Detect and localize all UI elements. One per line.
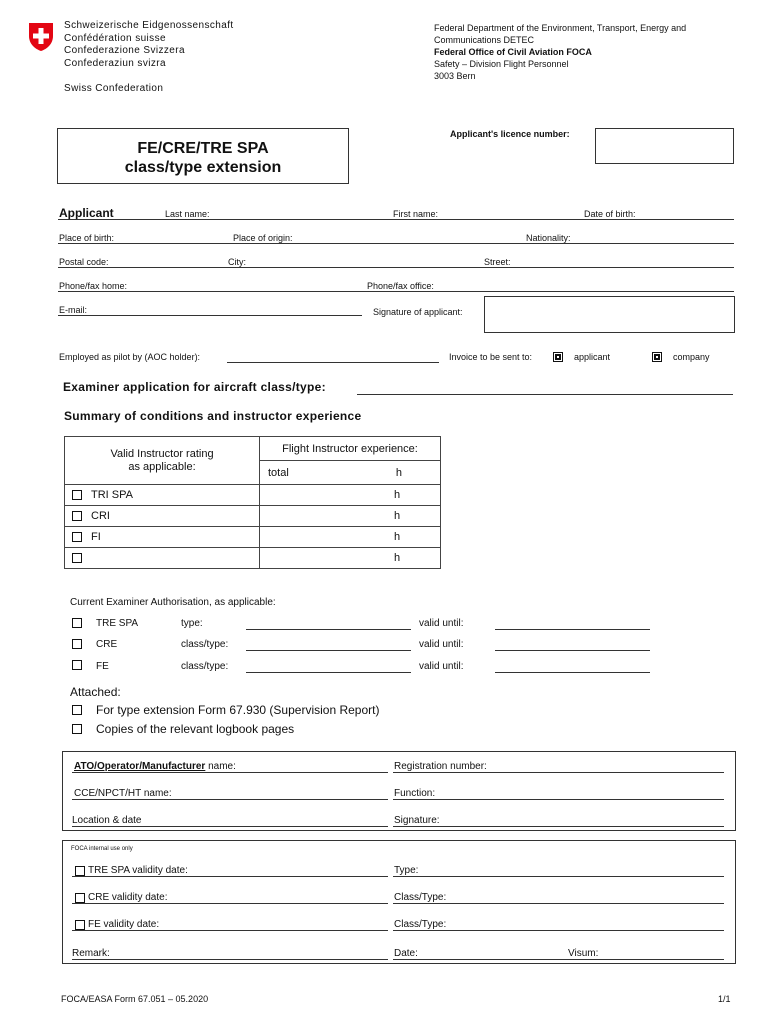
- foca-fe-checkbox[interactable]: [75, 920, 85, 930]
- flight-exp-header: Flight Instructor experience:: [260, 437, 441, 461]
- hours-unit: h: [394, 489, 401, 501]
- examiner-application-heading: Examiner application for aircraft class/type:: [63, 380, 326, 394]
- hours-unit: h: [394, 510, 401, 522]
- current-cre-type-field[interactable]: [246, 650, 411, 651]
- foca-tre-checkbox[interactable]: [75, 866, 85, 876]
- current-tre-spa-label: TRE SPA: [96, 618, 139, 629]
- authority-line-2: Communications DETEC: [434, 35, 535, 45]
- city-label: City:: [228, 257, 246, 267]
- rating-label: TRI SPA: [91, 489, 133, 501]
- form-title-line-2: class/type extension: [124, 159, 282, 176]
- licence-number-label: Applicant's licence number:: [450, 129, 570, 139]
- swiss-confederation: Swiss Confederation: [64, 83, 164, 94]
- employed-field[interactable]: [227, 362, 439, 363]
- foca-tre-validity-field[interactable]: [72, 876, 388, 877]
- division-name: Safety – Division Flight Personnel: [434, 59, 569, 69]
- other-checkbox[interactable]: [72, 553, 82, 563]
- ato-operator-label: [74, 761, 236, 772]
- current-fe-valid: valid until:: [419, 661, 464, 672]
- foca-remark-label: Remark:: [72, 948, 110, 959]
- foca-date-label: Date:: [394, 948, 418, 959]
- hours-cell[interactable]: [260, 548, 441, 569]
- fi-checkbox[interactable]: [72, 532, 82, 542]
- phone-office-label: Phone/fax office:: [367, 281, 434, 291]
- foca-cre-checkbox[interactable]: [75, 893, 85, 903]
- last-name-label: Last name:: [165, 209, 210, 219]
- current-fe-kind: class/type:: [181, 661, 229, 672]
- address-field[interactable]: [58, 267, 734, 268]
- current-cre-valid: valid until:: [419, 639, 464, 650]
- foca-cre-validity-field[interactable]: [72, 903, 388, 904]
- authority-block: [434, 22, 686, 82]
- foca-class-type-field-1[interactable]: [393, 903, 724, 904]
- current-tre-spa-kind: type:: [181, 618, 203, 629]
- function-label: Function:: [394, 788, 436, 799]
- foca-type-field[interactable]: [393, 876, 724, 877]
- last-name-field[interactable]: [58, 219, 734, 220]
- invoice-company-checkbox[interactable]: [652, 352, 662, 362]
- nationality-label: Nationality:: [526, 233, 571, 243]
- cce-field[interactable]: [72, 799, 388, 800]
- authority-line-1: Federal Department of the Environment, Transport, Energy and: [434, 23, 687, 33]
- total-label: total: [268, 466, 289, 479]
- foca-visum-label: Visum:: [568, 948, 599, 959]
- signature-label: Signature of applicant:: [373, 307, 463, 317]
- rating-row-cri: [65, 506, 260, 527]
- attached-logbook-checkbox[interactable]: [72, 724, 82, 734]
- place-of-birth-label: Place of birth:: [59, 233, 115, 243]
- registration-label: Registration number:: [394, 761, 487, 772]
- foca-type-label: Type:: [394, 865, 419, 876]
- foca-internal-label: FOCA internal use only: [71, 846, 133, 852]
- foca-cre-validity-label: CRE validity date:: [88, 892, 168, 903]
- current-fe-type-field[interactable]: [246, 672, 411, 673]
- rating-row-other: [65, 548, 260, 569]
- invoice-applicant-checkbox[interactable]: [553, 352, 563, 362]
- total-hours-unit: h: [395, 466, 402, 479]
- foca-fe-validity-label: FE validity date:: [88, 919, 160, 930]
- function-field[interactable]: [393, 799, 724, 800]
- hours-cell[interactable]: [260, 485, 441, 506]
- hours-unit: h: [394, 531, 401, 543]
- current-tre-spa-type-field[interactable]: [246, 629, 411, 630]
- foca-class-type-label-1: Class/Type:: [394, 892, 447, 903]
- current-cre-valid-field[interactable]: [495, 650, 650, 651]
- attached-form-label: For type extension Form 67.930 (Supervision Report): [96, 703, 380, 717]
- form-title-box: [57, 128, 349, 184]
- invoice-label: Invoice to be sent to:: [449, 352, 533, 362]
- aircraft-class-type-field[interactable]: [357, 394, 733, 395]
- phone-field[interactable]: [58, 291, 734, 292]
- current-tre-spa-checkbox[interactable]: [72, 618, 82, 628]
- first-name-label: First name:: [393, 209, 439, 219]
- cri-checkbox[interactable]: [72, 511, 82, 521]
- current-authorisation-heading: Current Examiner Authorisation, as applicable:: [70, 597, 276, 608]
- ato-operator-bold: ATO/Operator/Manufacturer: [74, 761, 206, 772]
- foca-class-type-label-2: Class/Type:: [394, 919, 447, 930]
- name-de: Schweizerische Eidgenossenschaft: [64, 20, 234, 31]
- current-tre-spa-valid: valid until:: [419, 618, 464, 629]
- applicant-heading: Applicant: [59, 206, 114, 220]
- ato-signature-label: Signature:: [394, 815, 440, 826]
- signature-field[interactable]: [484, 296, 735, 333]
- phone-home-label: Phone/fax home:: [59, 281, 128, 291]
- foca-class-type-field-2[interactable]: [393, 930, 724, 931]
- email-label: E-mail:: [59, 305, 88, 315]
- foca-fe-validity-field[interactable]: [72, 930, 388, 931]
- foca-remark-field[interactable]: [72, 959, 388, 960]
- current-cre-checkbox[interactable]: [72, 639, 82, 649]
- street-label: Street:: [484, 257, 511, 267]
- current-fe-label: FE: [96, 661, 109, 672]
- employed-label: Employed as pilot by (AOC holder):: [59, 352, 201, 362]
- swiss-coat-of-arms-icon: [27, 22, 55, 52]
- valid-rating-line-1: Valid Instructor rating: [110, 447, 214, 460]
- form-title-line-1: FE/CRE/TRE SPA: [137, 140, 269, 157]
- page-number: 1/1: [718, 994, 731, 1004]
- ato-signature-field[interactable]: [393, 826, 724, 827]
- registration-field[interactable]: [393, 772, 724, 773]
- ato-operator-rest: name:: [205, 761, 236, 772]
- location-date-label: Location & date: [72, 815, 142, 826]
- rating-row-fi: [65, 527, 260, 548]
- valid-rating-header: [65, 437, 260, 485]
- invoice-applicant-label: applicant: [574, 352, 611, 362]
- current-cre-label: CRE: [96, 639, 118, 650]
- current-tre-spa-valid-field[interactable]: [495, 629, 650, 630]
- instructor-experience-table: [64, 436, 441, 569]
- email-field[interactable]: [58, 315, 362, 316]
- place-of-origin-label: Place of origin:: [233, 233, 293, 243]
- rating-row-tri-spa: [65, 485, 260, 506]
- city-line: 3003 Bern: [434, 71, 476, 81]
- licence-number-field[interactable]: [595, 128, 734, 164]
- current-cre-kind: class/type:: [181, 639, 229, 650]
- name-fr: Confédération suisse: [64, 32, 166, 44]
- total-row: [260, 461, 441, 485]
- invoice-company-label: company: [673, 352, 710, 362]
- name-it: Confederazione Svizzera: [64, 45, 185, 56]
- attached-form-checkbox[interactable]: [72, 705, 82, 715]
- attached-heading: Attached:: [70, 685, 121, 699]
- foca-date-visum-field[interactable]: [393, 959, 724, 960]
- ato-operator-field[interactable]: [72, 772, 388, 773]
- place-of-birth-field[interactable]: [58, 243, 734, 244]
- name-rm: Confederaziun svizra: [64, 57, 166, 69]
- hours-unit: h: [394, 552, 401, 564]
- current-fe-valid-field[interactable]: [495, 672, 650, 673]
- hours-cell[interactable]: [260, 506, 441, 527]
- office-name: Federal Office of Civil Aviation FOCA: [434, 47, 592, 57]
- current-fe-checkbox[interactable]: [72, 660, 82, 670]
- tri-spa-checkbox[interactable]: [72, 490, 82, 500]
- form-id: FOCA/EASA Form 67.051 – 05.2020: [61, 994, 209, 1004]
- confederation-names: [64, 20, 234, 70]
- hours-cell[interactable]: [260, 527, 441, 548]
- valid-rating-line-2: as applicable:: [128, 460, 196, 473]
- rating-label: CRI: [91, 510, 110, 522]
- summary-heading: Summary of conditions and instructor experience: [64, 409, 362, 423]
- foca-tre-validity-label: TRE SPA validity date:: [88, 865, 188, 876]
- cce-label: CCE/NPCT/HT name:: [74, 788, 172, 799]
- date-of-birth-label: Date of birth:: [584, 209, 636, 219]
- attached-logbook-label: Copies of the relevant logbook pages: [96, 722, 295, 736]
- rating-label: FI: [91, 531, 101, 543]
- location-date-field[interactable]: [72, 826, 388, 827]
- postal-code-label: Postal code:: [59, 257, 109, 267]
